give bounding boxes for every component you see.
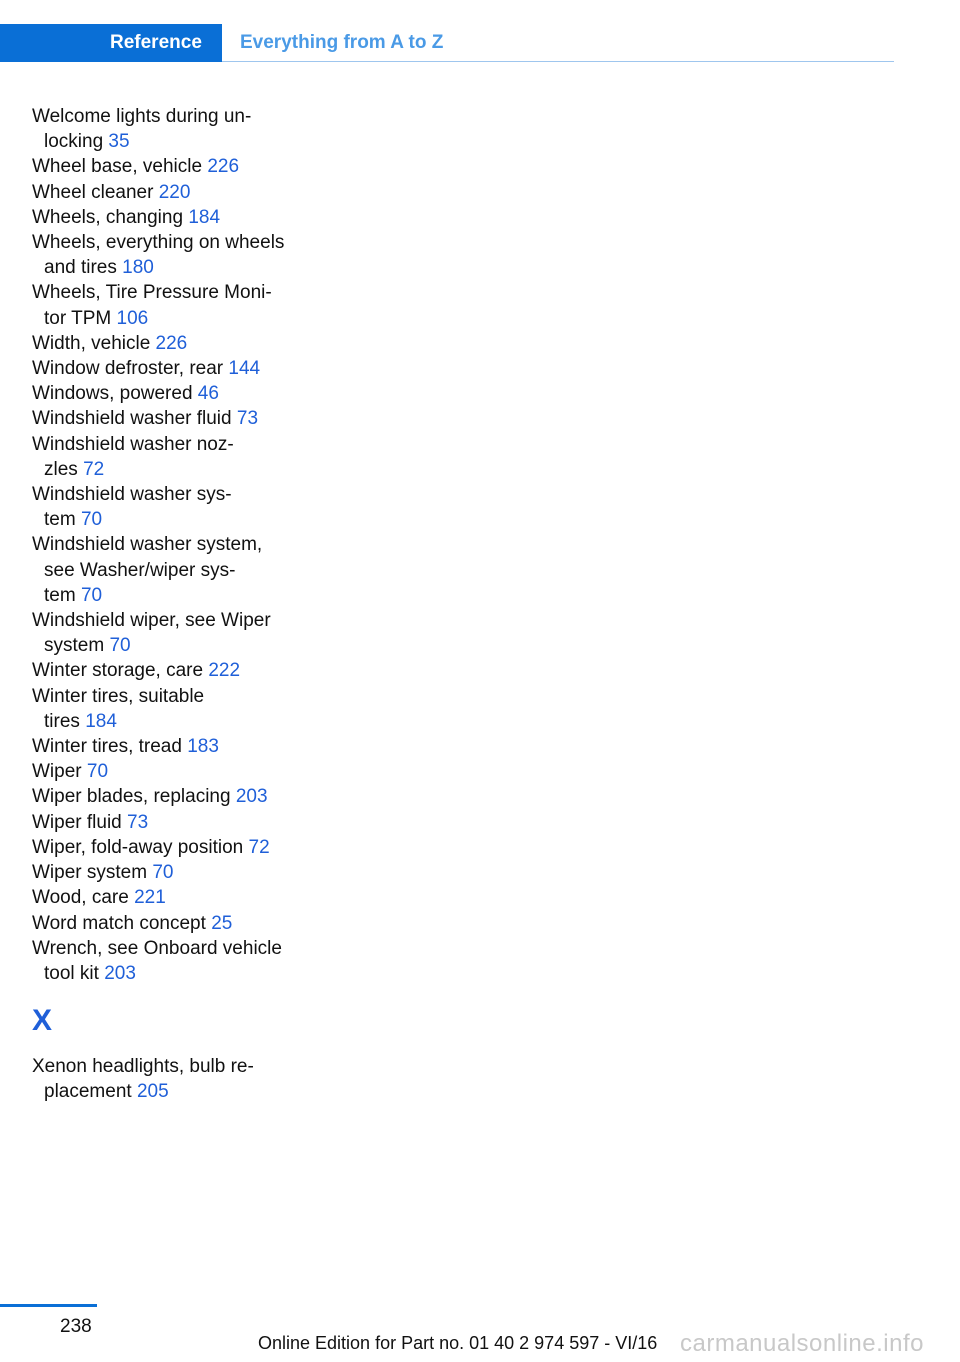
index-entry-term [32, 207, 220, 228]
index-entry-text: Window defroster, rear [32, 358, 229, 380]
index-entry-continuation [32, 583, 322, 608]
index-entry [32, 482, 322, 532]
page-reference-link[interactable]: 222 [208, 660, 241, 682]
edition-note: Online Edition for Part no. 01 40 2 974 597 - VI/16 [258, 1333, 658, 1353]
index-entry-text: Windshield wiper, see Wiper [32, 610, 271, 632]
index-list-x [32, 1054, 322, 1104]
index-entry-text: Winter tires, tread [32, 736, 188, 758]
index-entry-term [32, 686, 204, 707]
page-reference-link[interactable]: 73 [236, 408, 259, 430]
page-reference-link[interactable]: 183 [187, 736, 219, 758]
index-entry-text: see Washer/wiper sys- [44, 559, 236, 581]
index-entry-term [32, 913, 232, 934]
index-entry [32, 230, 322, 280]
index-entry-text: locking [44, 131, 109, 153]
index-entry-text: placement [44, 1081, 137, 1103]
index-entry-text: Windshield washer sys- [32, 484, 232, 506]
page-reference-link[interactable]: 72 [248, 836, 270, 858]
index-entry [32, 936, 322, 986]
index-entry-text: Wiper, fold-away position [32, 836, 249, 858]
index-entry [32, 532, 322, 608]
index-entry [32, 608, 322, 658]
index-entry [32, 835, 322, 860]
index-entry-term [32, 837, 270, 858]
index-entry-term [32, 938, 282, 959]
index-entry [32, 759, 322, 784]
page-reference-link[interactable]: 220 [158, 181, 191, 203]
index-entry-text: tires [44, 710, 86, 732]
page-reference-link[interactable]: 25 [211, 912, 233, 934]
index-entry-term [32, 887, 166, 908]
index-letter-heading: X [32, 1004, 53, 1038]
chapter-title: Everything from A to Z [240, 32, 444, 53]
index-entry-text: Wiper blades, replacing [32, 786, 236, 808]
index-entry-text: Wheels, changing [32, 206, 189, 228]
index-entry [32, 154, 322, 179]
index-entry-continuation [32, 255, 322, 280]
index-entry-continuation [32, 709, 322, 734]
index-entry-text: tem [44, 584, 81, 606]
index-entry-text: Wiper [32, 761, 87, 783]
index-entry-text: Windshield washer fluid [32, 408, 237, 430]
page-reference-link[interactable]: 226 [155, 332, 188, 354]
index-entry-text: and tires [44, 257, 123, 279]
index-entry-term [32, 358, 260, 379]
index-entry-term [32, 156, 239, 177]
index-entry-text: Wrench, see Onboard vehicle [32, 937, 282, 959]
index-entry [32, 658, 322, 683]
index-entry [32, 911, 322, 936]
index-entry-term [32, 862, 174, 883]
page-reference-link[interactable]: 70 [80, 584, 103, 606]
index-entry-text: Wheels, Tire Pressure Moni- [32, 282, 272, 304]
index-entry [32, 1054, 322, 1104]
page-reference-link[interactable]: 205 [136, 1081, 169, 1103]
index-entry-text: system [44, 635, 110, 657]
index-entry-text: Winter tires, suitable [32, 685, 205, 707]
index-entry-text: Wiper system [32, 862, 153, 884]
page-reference-link[interactable]: 35 [108, 131, 130, 153]
index-entry-term [32, 106, 251, 127]
index-entry [32, 356, 322, 381]
page-reference-link[interactable]: 184 [85, 710, 117, 732]
index-entry-text: Winter storage, care [32, 660, 209, 682]
page-reference-link[interactable]: 70 [86, 761, 109, 783]
index-entry-continuation [32, 457, 322, 482]
page-reference-link[interactable]: 144 [228, 358, 261, 380]
index-entry [32, 860, 322, 885]
index-entry-text: tool kit [44, 962, 105, 984]
index-entry-text: Width, vehicle [32, 332, 156, 354]
page-reference-link[interactable]: 72 [83, 458, 105, 480]
index-entry-term [32, 610, 271, 631]
header-divider [222, 61, 894, 62]
index-entry-term [32, 408, 258, 429]
index-entry-term [32, 761, 108, 782]
index-entry-text: Welcome lights during un- [32, 106, 252, 127]
index-entry-continuation [32, 558, 322, 583]
section-tab-label: Reference [110, 32, 202, 53]
index-entry-term [32, 333, 187, 354]
index-entry-text: Windshield washer system, [32, 534, 263, 556]
index-entry-continuation [32, 507, 322, 532]
index-entry-term [32, 812, 148, 833]
page-reference-link[interactable]: 73 [127, 811, 149, 833]
index-entry-text: Wiper fluid [32, 811, 128, 833]
page-reference-link[interactable]: 221 [134, 887, 166, 909]
index-entry-text: Wood, care [32, 887, 135, 909]
index-entry-text: Wheel base, vehicle [32, 156, 208, 178]
watermark-logo: carmanualsonline.info [680, 1330, 924, 1357]
index-entry [32, 432, 322, 482]
index-entry [32, 381, 322, 406]
index-entry-text: tor TPM [44, 307, 117, 329]
index-column [32, 104, 322, 1105]
index-entry [32, 104, 322, 154]
page-reference-link[interactable]: 184 [188, 206, 221, 228]
page-reference-link[interactable]: 106 [116, 307, 149, 329]
index-entry-term [32, 282, 272, 303]
index-entry-term [32, 232, 284, 253]
index-entry-text: Word match concept [32, 912, 212, 934]
index-entry [32, 406, 322, 431]
index-entry-text: Wheels, everything on wheels [32, 232, 285, 254]
index-entry-continuation [32, 961, 322, 986]
index-entry-term [32, 736, 219, 757]
index-entry-text: Windshield washer noz- [32, 433, 234, 455]
page-reference-link[interactable]: 70 [109, 635, 131, 657]
index-list-w [32, 104, 322, 986]
index-entry-continuation [32, 129, 322, 154]
index-entry [32, 205, 322, 230]
index-entry-text: tem [44, 509, 81, 531]
index-entry-continuation [32, 1079, 322, 1104]
index-entry [32, 180, 322, 205]
index-entry [32, 885, 322, 910]
index-entry-term [32, 534, 262, 555]
page-reference-link[interactable]: 70 [152, 862, 174, 884]
index-entry-term [32, 434, 234, 455]
section-tab [0, 24, 222, 62]
index-entry [32, 734, 322, 759]
index-entry-term [32, 182, 190, 203]
page-number: 238 [60, 1316, 92, 1337]
index-entry [32, 684, 322, 734]
index-entry-continuation [32, 306, 322, 331]
index-entry-term [32, 484, 232, 505]
index-entry-text: Xenon headlights, bulb re- [32, 1056, 254, 1078]
index-entry-text: Wheel cleaner [32, 181, 159, 203]
index-entry-term [32, 1056, 254, 1077]
index-entry-text: zles [44, 458, 84, 480]
footer-divider [0, 1304, 97, 1307]
page-reference-link[interactable]: 203 [235, 786, 268, 808]
index-entry [32, 331, 322, 356]
index-entry-term [32, 660, 240, 681]
index-entry-term [32, 786, 268, 807]
index-entry-term [32, 383, 219, 404]
index-entry-text: Windows, powered [32, 383, 198, 405]
page-reference-link[interactable]: 226 [207, 156, 240, 178]
page-reference-link[interactable]: 70 [80, 509, 103, 531]
index-entry [32, 280, 322, 330]
index-entry [32, 810, 322, 835]
page-reference-link[interactable]: 203 [104, 962, 136, 984]
page-reference-link[interactable]: 46 [197, 383, 219, 405]
index-entry [32, 784, 322, 809]
page-reference-link[interactable]: 180 [122, 257, 154, 279]
index-entry-continuation [32, 633, 322, 658]
